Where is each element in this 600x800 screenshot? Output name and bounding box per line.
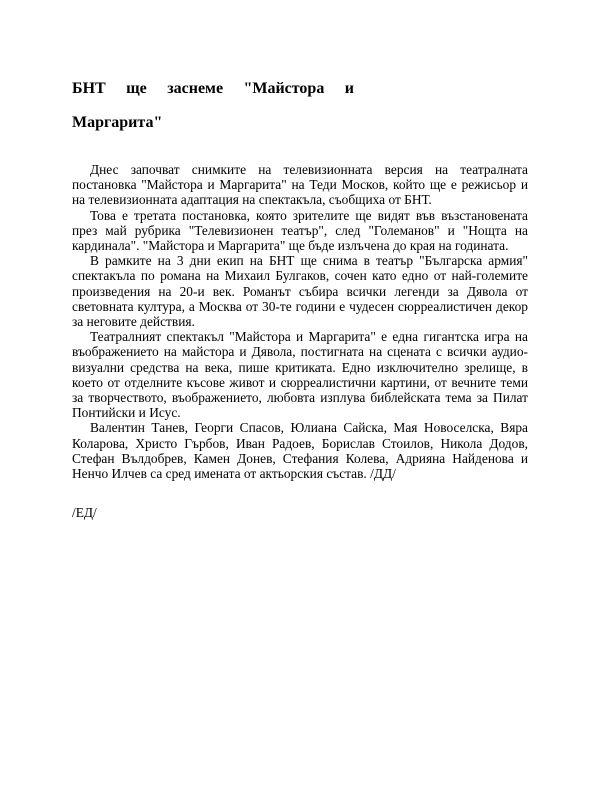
paragraph: Днес започват снимките на телевизионната версия на театралната постановка "Майстора и Маргарита" на Теди Москов, който ще е режисьор и на телевизионната адаптация на спектакъла, съобщиха от БНТ. bbox=[72, 162, 528, 208]
article-title-line-2: Маргарита" bbox=[72, 114, 163, 131]
author-signature: /ЕД/ bbox=[72, 505, 97, 521]
paragraph: Театралният спектакъл "Майстора и Маргарита" е една гигантска игра на въображението на майстора и Дявола, постигната на сцената с всички аудио-визуални средства на века, пише критиката. Едно изключително зрелище, в което от отделните късове живот и сюрреалистични картини, от вечните теми за творчеството, въображението, любовта изплува библейската тема за Пилат Понтийски и Исус. bbox=[72, 329, 528, 421]
article-title bbox=[72, 72, 354, 140]
paragraph: Това е третата постановка, която зрителите ще видят във възстановената през май рубрика "Телевизионен театър", след "Големанов" и "Нощта на кардинала". "Майстора и Маргарита" ще бъде излъчена до края на годината. bbox=[72, 207, 528, 254]
document-page bbox=[72, 72, 528, 520]
paragraph: Валентин Танев, Георги Спасов, Юлиана Сайска, Мая Новоселска, Вяра Коларова, Христо Гърбов, Иван Радоев, Борислав Стоилов, Никола Додов, Стефан Вълдобрев, Камен Донев, Стефания Колева, Адрияна Найденова и Ненчо Илчев са сред имената от актьорския състав. /ДД/ bbox=[72, 420, 528, 482]
article-title-line-1: БНТ ще заснеме "Майстора и bbox=[72, 80, 354, 97]
paragraph: В рамките на 3 дни екип на БНТ ще снима в театър "Българска армия" спектакъла по романа на Михаил Булгаков, сочен като едно от най-големите произведения на 20-и век. Романът събира всички легенди за Дявола от световната култура, а Москва от 30-те години е чудесен сюрреалистичен декор за неговите действия. bbox=[72, 253, 528, 330]
article-body bbox=[72, 162, 528, 481]
